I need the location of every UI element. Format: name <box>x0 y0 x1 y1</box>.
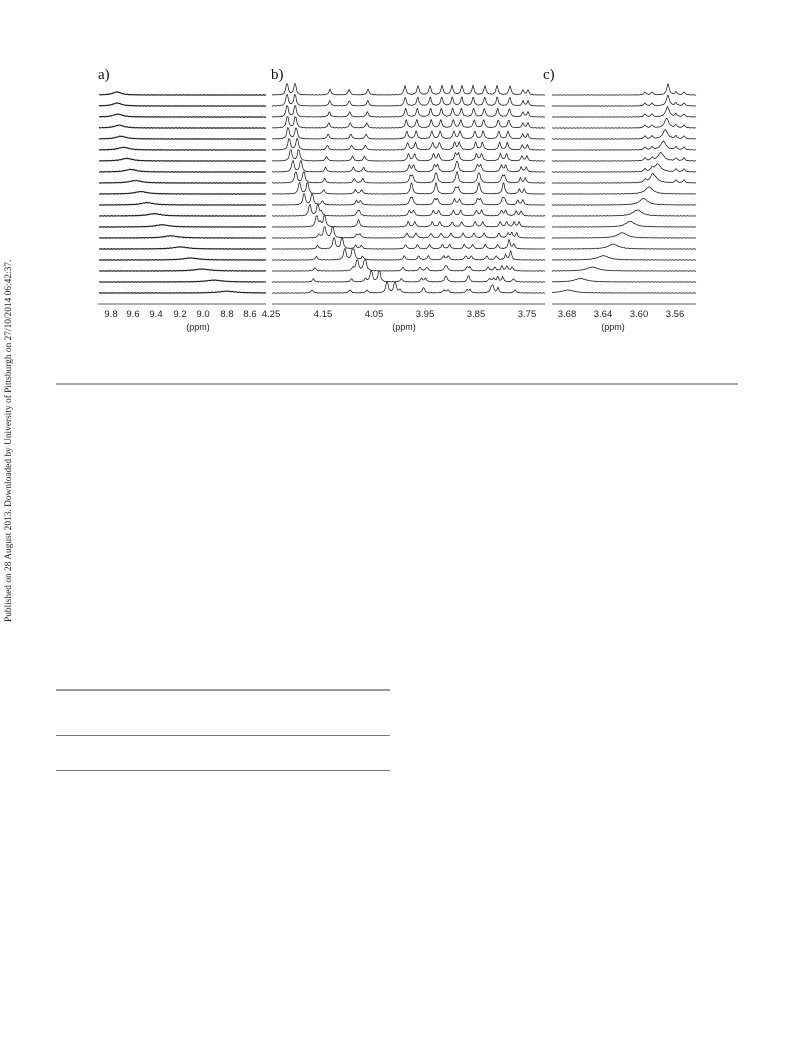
panel-a-tick: 9.2 <box>173 309 187 320</box>
table-bottom-rule <box>56 770 390 771</box>
panel-a-spectrum <box>99 125 266 128</box>
panel-b-spectrum <box>272 194 545 206</box>
panel-b-spectrum <box>272 139 545 151</box>
panel-b-tick: 3.75 <box>517 309 537 320</box>
panel-c-spectrum <box>552 152 696 161</box>
panel-b-spectrum <box>272 183 545 195</box>
panel-b-spectra <box>272 84 545 294</box>
panel-a-spectrum <box>99 158 266 161</box>
panel-a-tick: 9.4 <box>149 309 163 320</box>
panel-c <box>543 67 696 332</box>
panel-c-spectrum <box>552 84 696 95</box>
panel-c-spectrum <box>552 278 696 282</box>
panel-b-unit: (ppm) <box>392 322 416 332</box>
panel-c-spectrum <box>552 267 696 271</box>
panel-c-spectrum <box>552 107 696 118</box>
panel-b-tick: 4.05 <box>364 309 384 320</box>
panel-c-tick: 3.64 <box>593 309 613 320</box>
panel-a-spectrum <box>99 147 266 150</box>
panel-b-tick: 3.85 <box>466 309 486 320</box>
panel-b-label: b) <box>271 67 284 83</box>
panel-c-spectrum <box>552 141 696 150</box>
panel-a-tick: 9.6 <box>126 309 140 320</box>
panel-b-spectrum <box>272 238 545 250</box>
panel-b-spectrum <box>272 84 545 95</box>
panel-a-unit: (ppm) <box>186 322 210 332</box>
panel-b-spectrum <box>272 117 545 128</box>
panel-a-spectra <box>99 92 266 294</box>
panel-a-label: a) <box>98 67 110 83</box>
panel-c-spectra <box>552 84 696 293</box>
table-mid-rule <box>56 735 390 736</box>
panel-b-spectrum <box>272 227 545 239</box>
panel-a-tick: 9.8 <box>104 309 118 320</box>
panel-a-spectrum <box>99 236 266 239</box>
panel-a-spectrum <box>99 191 266 194</box>
panel-b-spectrum <box>272 249 545 260</box>
panel-c-tick: 3.56 <box>665 309 685 320</box>
panel-b-spectrum <box>272 161 545 172</box>
section-divider <box>56 383 738 385</box>
panel-a-tick: 9.0 <box>196 309 210 320</box>
panel-a-spectrum <box>99 258 266 261</box>
panel-a-spectrum <box>99 103 266 106</box>
panel-b-tick: 4.15 <box>313 309 333 320</box>
panel-c-spectrum <box>552 173 696 183</box>
panel-a-spectrum <box>99 247 266 250</box>
table-top-rule <box>56 689 390 691</box>
panel-b-spectrum <box>272 282 545 294</box>
panel-c-spectrum <box>552 255 696 260</box>
panel-b-ticks <box>262 309 537 320</box>
panel-b-spectrum <box>272 260 545 272</box>
panel-c-spectrum <box>552 221 696 227</box>
panel-b-spectrum <box>272 95 545 106</box>
panel-c-spectrum <box>552 130 696 139</box>
panel-b-tick: 4.25 <box>261 309 281 320</box>
download-notice-text: Published on 28 August 2013. Downloaded by University of Pittsburgh on 27/10/2014 06:42:37. <box>4 259 14 622</box>
panel-c-ticks <box>558 309 685 320</box>
panel-a-spectrum <box>99 280 266 282</box>
panel-c-spectrum <box>552 95 696 106</box>
panel-a-ticks <box>104 309 256 320</box>
panel-b-spectrum <box>272 271 545 282</box>
panel-b-spectrum <box>272 172 545 184</box>
panel-c-spectrum <box>552 244 696 249</box>
panel-a-spectrum <box>99 213 266 216</box>
panel-c-tick: 3.68 <box>557 309 577 320</box>
panel-b-spectrum <box>272 216 545 228</box>
panel-b-tick: 3.95 <box>415 309 435 320</box>
panel-c-unit: (ppm) <box>601 322 625 332</box>
panel-a-spectrum <box>99 291 266 293</box>
panel-c-spectrum <box>552 210 696 216</box>
panel-b-spectrum <box>272 106 545 117</box>
panel-a-spectrum <box>99 269 266 271</box>
panel-b-spectrum <box>272 150 545 162</box>
panel-c-spectrum <box>552 118 696 128</box>
panel-a-spectrum <box>99 225 266 228</box>
panel-c-spectrum <box>552 164 696 172</box>
nmr-figure <box>0 0 793 400</box>
panel-a-spectrum <box>99 180 266 183</box>
panel-c-spectrum <box>552 290 696 294</box>
panel-c-tick: 3.60 <box>629 309 649 320</box>
panel-b-spectrum <box>272 128 545 139</box>
panel-a <box>98 67 266 332</box>
panel-b <box>262 67 545 332</box>
panel-a-spectrum <box>99 169 266 172</box>
panel-c-spectrum <box>552 198 696 205</box>
panel-a-tick: 8.6 <box>243 309 257 320</box>
panel-c-spectrum <box>552 187 696 195</box>
panel-a-tick: 8.8 <box>220 309 234 320</box>
panel-a-spectrum <box>99 92 266 96</box>
panel-a-spectrum <box>99 136 266 139</box>
panel-a-spectrum <box>99 114 266 117</box>
panel-c-label: c) <box>543 67 555 83</box>
panel-a-spectrum <box>99 202 266 205</box>
panel-c-spectrum <box>552 233 696 239</box>
panel-b-spectrum <box>272 205 545 217</box>
